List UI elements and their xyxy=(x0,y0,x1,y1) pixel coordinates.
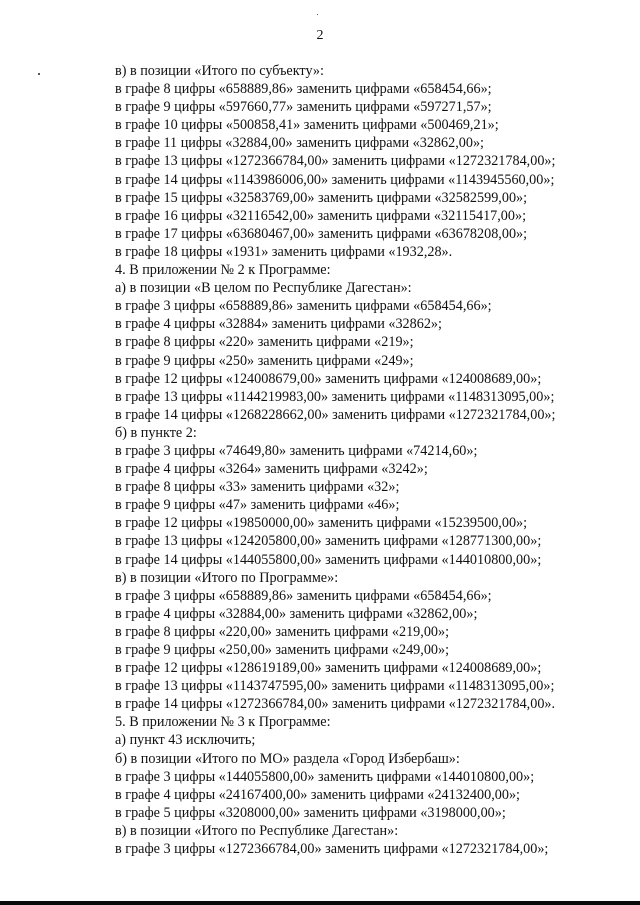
text-line: в графе 9 цифры «47» заменить цифрами «46»; xyxy=(115,497,400,514)
text-line: в графе 4 цифры «32884,00» заменить цифрами «32862,00»; xyxy=(115,605,478,622)
text-line: в графе 9 цифры «250,00» заменить цифрами «249,00»; xyxy=(115,642,450,658)
text-line: в графе 9 цифры «250» заменить цифрами «249»; xyxy=(115,352,414,369)
text-line: б) в позиции «Итого по МО» раздела «Город Избербаш»: xyxy=(115,750,460,767)
text-line: в графе 13 цифры «1144219983,00» заменить цифрами «1148313095,00»; xyxy=(115,388,555,405)
text-line: в графе 14 цифры «144055800,00» заменить цифрами «144010800,00»; xyxy=(115,551,542,568)
text-line: в графе 8 цифры «33» заменить цифрами «32»; xyxy=(115,479,400,496)
text-line: в графе 8 цифры «658889,86» заменить цифрами «658454,66»; xyxy=(115,81,492,98)
text-line: в графе 12 цифры «128619189,00» заменить цифрами «124008689,00»; xyxy=(115,660,542,677)
section-heading: 4. В приложении № 2 к Программе: xyxy=(115,262,331,279)
text-line: в графе 3 цифры «658889,86» заменить цифрами «658454,66»; xyxy=(115,587,492,604)
text-line: в графе 3 цифры «74649,80» заменить цифрами «74214,60»; xyxy=(115,442,478,459)
text-line: в графе 12 цифры «19850000,00» заменить цифрами «15239500,00»; xyxy=(115,515,528,532)
scan-speck xyxy=(317,14,318,15)
document-body xyxy=(115,62,635,858)
text-line: в графе 17 цифры «63680467,00» заменить цифрами «63678208,00»; xyxy=(115,225,528,242)
text-line: в графе 16 цифры «32116542,00» заменить цифрами «32115417,00»; xyxy=(115,207,527,224)
text-line: а) в позиции «В целом по Республике Дагестан»: xyxy=(115,280,412,297)
text-line: в графе 4 цифры «3264» заменить цифрами «3242»; xyxy=(115,461,428,478)
text-line: в графе 12 цифры «124008679,00» заменить цифрами «124008689,00»; xyxy=(115,370,542,387)
text-line: в графе 18 цифры «1931» заменить цифрами «1932,28». xyxy=(115,243,453,260)
text-line: в графе 4 цифры «32884» заменить цифрами «32862»; xyxy=(115,316,442,333)
text-line: в графе 3 цифры «658889,86» заменить цифрами «658454,66»; xyxy=(115,298,492,315)
scan-edge xyxy=(0,901,640,905)
section-heading: 5. В приложении № 3 к Программе: xyxy=(115,714,331,731)
scan-speck xyxy=(38,73,40,75)
text-line: в) в позиции «Итого по Республике Дагестан»: xyxy=(115,822,399,839)
text-line: в графе 9 цифры «597660,77» заменить цифрами «597271,57»; xyxy=(115,99,492,116)
text-line: в графе 10 цифры «500858,41» заменить цифрами «500469,21»; xyxy=(115,117,499,134)
text-line: в графе 3 цифры «144055800,00» заменить цифрами «144010800,00»; xyxy=(115,768,535,785)
text-line: в графе 13 цифры «1272366784,00» заменить цифрами «1272321784,00»; xyxy=(115,153,556,170)
text-line: в графе 8 цифры «220,00» заменить цифрами «219,00»; xyxy=(115,623,450,640)
text-line: в) в позиции «Итого по Программе»: xyxy=(115,569,339,586)
text-line: в графе 11 цифры «32884,00» заменить цифрами «32862,00»; xyxy=(115,135,484,152)
text-line: в графе 14 цифры «1272366784,00» заменить цифрами «1272321784,00». xyxy=(115,696,556,713)
text-line: в графе 13 цифры «124205800,00» заменить цифрами «128771300,00»; xyxy=(115,533,542,550)
text-line: в графе 8 цифры «220» заменить цифрами «219»; xyxy=(115,334,414,351)
text-line: а) пункт 43 исключить; xyxy=(115,732,256,749)
text-line: в графе 4 цифры «24167400,00» заменить цифрами «24132400,00»; xyxy=(115,786,520,803)
text-line: в графе 14 цифры «1268228662,00» заменить цифрами «1272321784,00»; xyxy=(115,406,556,423)
text-line: в графе 14 цифры «1143986006,00» заменить цифрами «1143945560,00»; xyxy=(115,171,555,188)
text-line: в графе 13 цифры «1143747595,00» заменить цифрами «1148313095,00»; xyxy=(115,678,555,695)
text-line: в) в позиции «Итого по субъекту»: xyxy=(115,63,324,79)
text-line: в графе 3 цифры «1272366784,00» заменить цифрами «1272321784,00»; xyxy=(115,841,549,858)
text-line: б) в пункте 2: xyxy=(115,424,197,441)
page-number: 2 xyxy=(316,28,324,43)
text-line: в графе 15 цифры «32583769,00» заменить цифрами «32582599,00»; xyxy=(115,189,528,206)
text-line: в графе 5 цифры «3208000,00» заменить цифрами «3198000,00»; xyxy=(115,804,506,821)
